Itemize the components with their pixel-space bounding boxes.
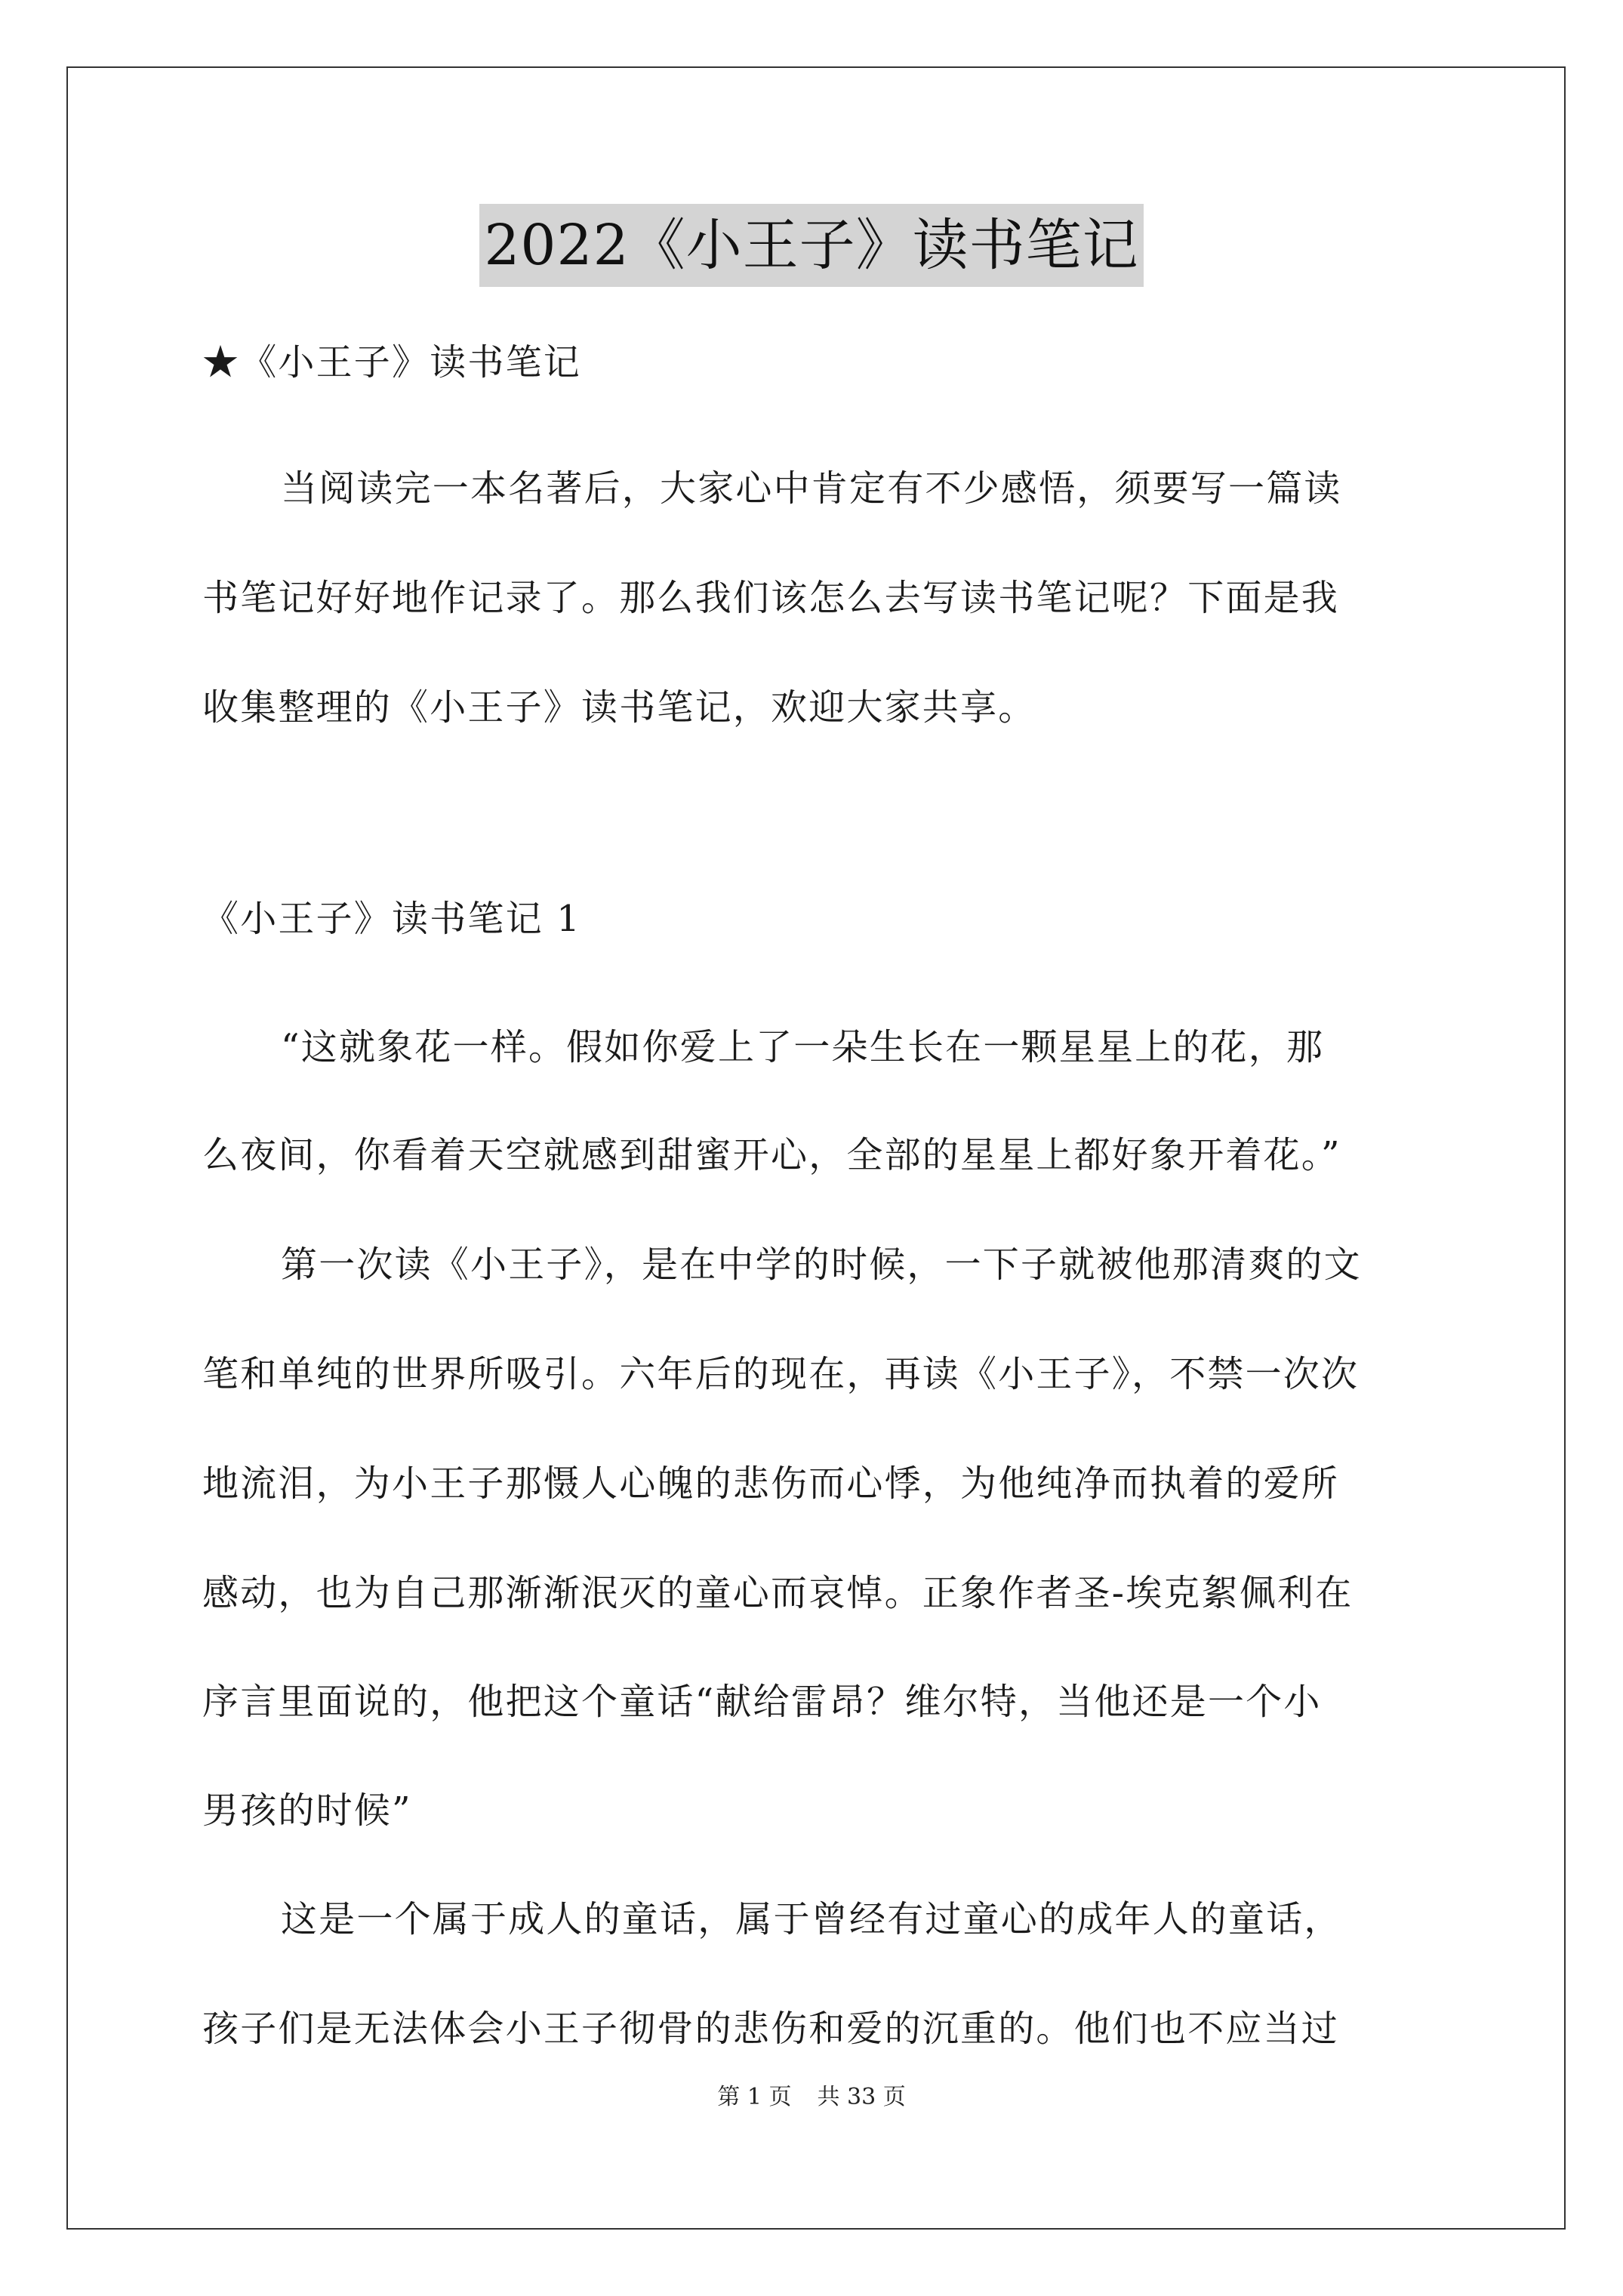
paragraph2-line-1: 这是一个属于成人的童话，属于曾经有过童心的成年人的童话， xyxy=(281,1898,1342,1940)
page-number-total: 共 33 页 xyxy=(817,2084,906,2110)
paragraph-line-1: 第一次读《小王子》，是在中学的时候，一下子就被他那清爽的文 xyxy=(281,1244,1362,1286)
quote-line-2: 么夜间，你看着天空就感到甜蜜开心，全部的星星上都好象开着花。” xyxy=(202,1134,1341,1176)
intro-line-3: 收集整理的《小王子》读书笔记，欢迎大家共享。 xyxy=(202,686,1036,729)
page-number-current: 第 1 页 xyxy=(717,2084,792,2110)
page-footer xyxy=(0,2078,1623,2111)
paragraph-line-5: 序言里面说的，他把这个童话“献给雷昂？维尔特，当他还是一个小 xyxy=(202,1681,1322,1723)
section-heading: ★《小王子》读书笔记 xyxy=(202,341,582,384)
paragraph-line-3: 地流泪，为小王子那慑人心魄的悲伤而心悸，为他纯净而执着的爱所 xyxy=(202,1462,1340,1505)
paragraph-line-2: 笔和单纯的世界所吸引。六年后的现在，再读《小王子》，不禁一次次 xyxy=(202,1353,1360,1395)
paragraph-line-6: 男孩的时候” xyxy=(202,1789,412,1832)
intro-line-1: 当阅读完一本名著后，大家心中肯定有不少感悟，须要写一篇读 xyxy=(281,467,1342,510)
intro-line-2: 书笔记好好地作记录了。那么我们该怎么去写读书笔记呢？下面是我 xyxy=(202,577,1340,619)
paragraph-line-4: 感动，也为自己那渐渐泯灭的童心而哀悼。正象作者圣-埃克絮佩利在 xyxy=(202,1572,1354,1614)
note-heading-1: 《小王子》读书笔记 1 xyxy=(202,898,581,940)
document-title: 2022《小王子》读书笔记 xyxy=(479,204,1143,287)
paragraph2-line-2: 孩子们是无法体会小王子彻骨的悲伤和爱的沉重的。他们也不应当过 xyxy=(202,2008,1340,2050)
quote-line-1: “这就象花一样。假如你爱上了一朵生长在一颗星星上的花，那 xyxy=(281,1026,1325,1068)
title-container xyxy=(0,204,1623,287)
